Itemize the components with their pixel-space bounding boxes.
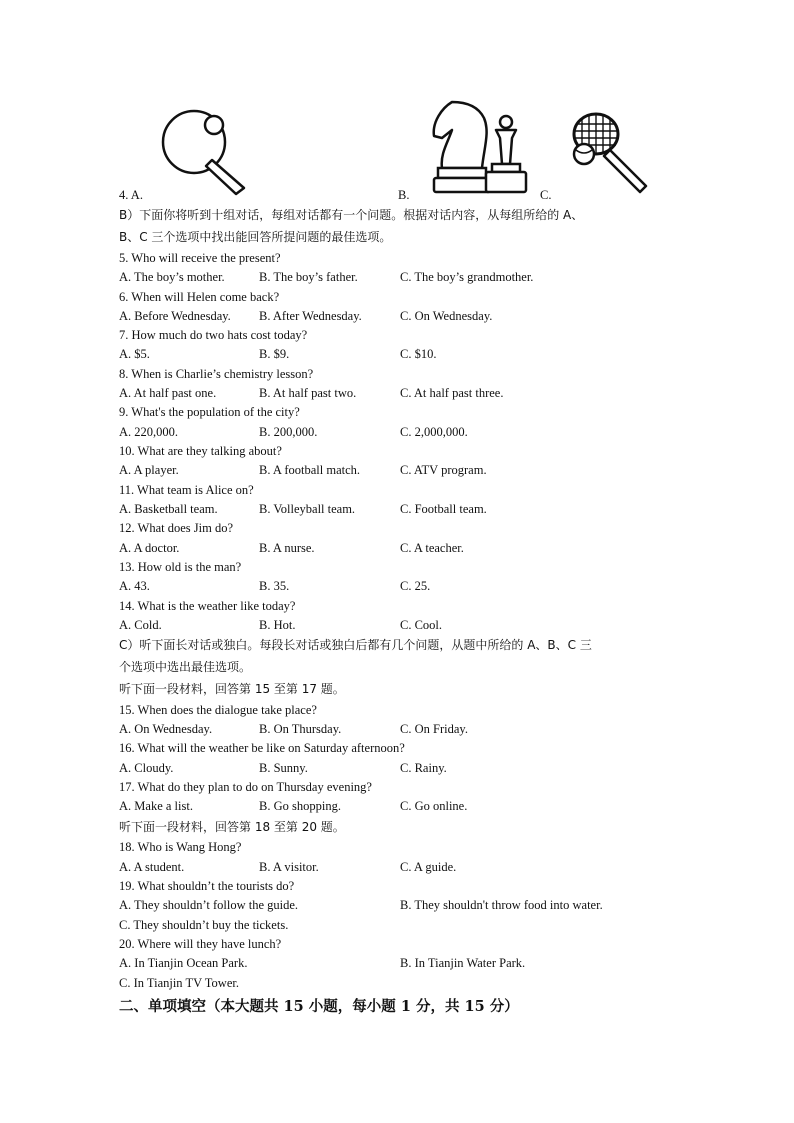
option-c: C. On Friday. <box>400 722 468 736</box>
question-8: 8. When is Charlie’s chemistry lesson? <box>119 367 314 381</box>
option-b: B. A football match. <box>259 463 361 477</box>
option-a: A. Basketball team. <box>119 502 218 516</box>
option-b: B. The boy’s father. <box>259 270 358 284</box>
option-a: A. 43. <box>119 579 150 593</box>
option-a: A. At half past one. <box>119 386 217 400</box>
option-c: C. Go online. <box>400 799 468 813</box>
question-11: 11. What team is Alice on? <box>119 483 254 497</box>
option-c: C. A teacher. <box>400 541 464 555</box>
option-a: A. Make a list. <box>119 799 193 813</box>
option-a: A. On Wednesday. <box>119 722 213 736</box>
question-6: 6. When will Helen come back? <box>119 290 280 304</box>
chess-pieces-icon <box>430 98 532 198</box>
option-c: C. At half past three. <box>400 386 504 400</box>
tennis-racket-icon <box>568 110 654 196</box>
option-c: C. Rainy. <box>400 761 447 775</box>
question-5: 5. Who will receive the present? <box>119 251 281 265</box>
option-b: B. After Wednesday. <box>259 309 362 323</box>
option-a: A. A doctor. <box>119 541 180 555</box>
option-a: A. 220,000. <box>119 425 179 439</box>
question-14: 14. What is the weather like today? <box>119 599 296 613</box>
option-c: C. Football team. <box>400 502 487 516</box>
option-b: B. 200,000. <box>259 425 318 439</box>
question-7: 7. How much do two hats cost today? <box>119 328 308 342</box>
question-17: 17. What do they plan to do on Thursday evening? <box>119 780 372 794</box>
option-c: C. A guide. <box>400 860 457 874</box>
option-a: A. Cloudy. <box>119 761 174 775</box>
option-c-20: C. In Tianjin TV Tower. <box>119 976 239 990</box>
q4-option-b-label: B. <box>398 188 410 202</box>
option-a: A. The boy’s mother. <box>119 270 225 284</box>
section-2-heading: 二、单项填空（本大题共 15 小题，每小题 1 分，共 15 分） <box>119 998 519 1015</box>
question-19: 19. What shouldn’t the tourists do? <box>119 879 295 893</box>
option-a: A. In Tianjin Ocean Park. <box>119 956 248 970</box>
option-b: B. A nurse. <box>259 541 315 555</box>
option-b: B. In Tianjin Water Park. <box>400 956 526 970</box>
option-a: A. A student. <box>119 860 185 874</box>
option-c: C. The boy’s grandmother. <box>400 270 534 284</box>
question-10: 10. What are they talking about? <box>119 444 282 458</box>
option-a: A. They shouldn’t follow the guide. <box>119 898 299 912</box>
q4-option-a-label: 4. A. <box>119 188 143 202</box>
option-a: A. A player. <box>119 463 179 477</box>
option-c: C. On Wednesday. <box>400 309 493 323</box>
question-12: 12. What does Jim do? <box>119 521 233 535</box>
option-c: C. ATV program. <box>400 463 487 477</box>
option-b: B. At half past two. <box>259 386 357 400</box>
section-c-instruction-line2: 个选项中选出最佳选项。 <box>119 660 252 674</box>
option-b: B. Sunny. <box>259 761 308 775</box>
section-b-instruction-line1: B）下面你将听到十组对话，每组对话都有一个问题。根据对话内容，从每组所给的 A、 <box>119 208 584 222</box>
question-13: 13. How old is the man? <box>119 560 242 574</box>
option-c: C. Cool. <box>400 618 443 632</box>
question-15: 15. When does the dialogue take place? <box>119 703 317 717</box>
option-b: B. Go shopping. <box>259 799 341 813</box>
option-b: B. $9. <box>259 347 290 361</box>
question-18: 18. Who is Wang Hong? <box>119 840 242 854</box>
section-c-instruction-line1: C）听下面长对话或独白。每段长对话或独白后都有几个问题，从题中所给的 A、B、C 三 <box>119 638 592 652</box>
option-b: B. Volleyball team. <box>259 502 356 516</box>
option-a: A. Cold. <box>119 618 162 632</box>
option-b: B. A visitor. <box>259 860 319 874</box>
section-b-instruction-line2: B、C 三个选项中找出能回答所提问题的最佳选项。 <box>119 230 392 244</box>
option-c-19: C. They shouldn’t buy the tickets. <box>119 918 289 932</box>
material-intro-18-20: 听下面一段材料，回答第 18 至第 20 题。 <box>119 820 345 834</box>
question-16: 16. What will the weather be like on Saturday afternoon? <box>119 741 405 755</box>
option-a: A. $5. <box>119 347 150 361</box>
option-c: C. $10. <box>400 347 437 361</box>
option-a: A. Before Wednesday. <box>119 309 231 323</box>
option-b: B. Hot. <box>259 618 296 632</box>
option-c: C. 25. <box>400 579 431 593</box>
table-tennis-paddle-icon <box>160 108 252 198</box>
material-intro-15-17: 听下面一段材料，回答第 15 至第 17 题。 <box>119 682 345 696</box>
question-20: 20. Where will they have lunch? <box>119 937 282 951</box>
option-b: B. On Thursday. <box>259 722 342 736</box>
question-9: 9. What's the population of the city? <box>119 405 300 419</box>
q4-option-c-label: C. <box>540 188 552 202</box>
option-c: C. 2,000,000. <box>400 425 468 439</box>
option-b: B. 35. <box>259 579 290 593</box>
option-b: B. They shouldn't throw food into water. <box>400 898 603 912</box>
